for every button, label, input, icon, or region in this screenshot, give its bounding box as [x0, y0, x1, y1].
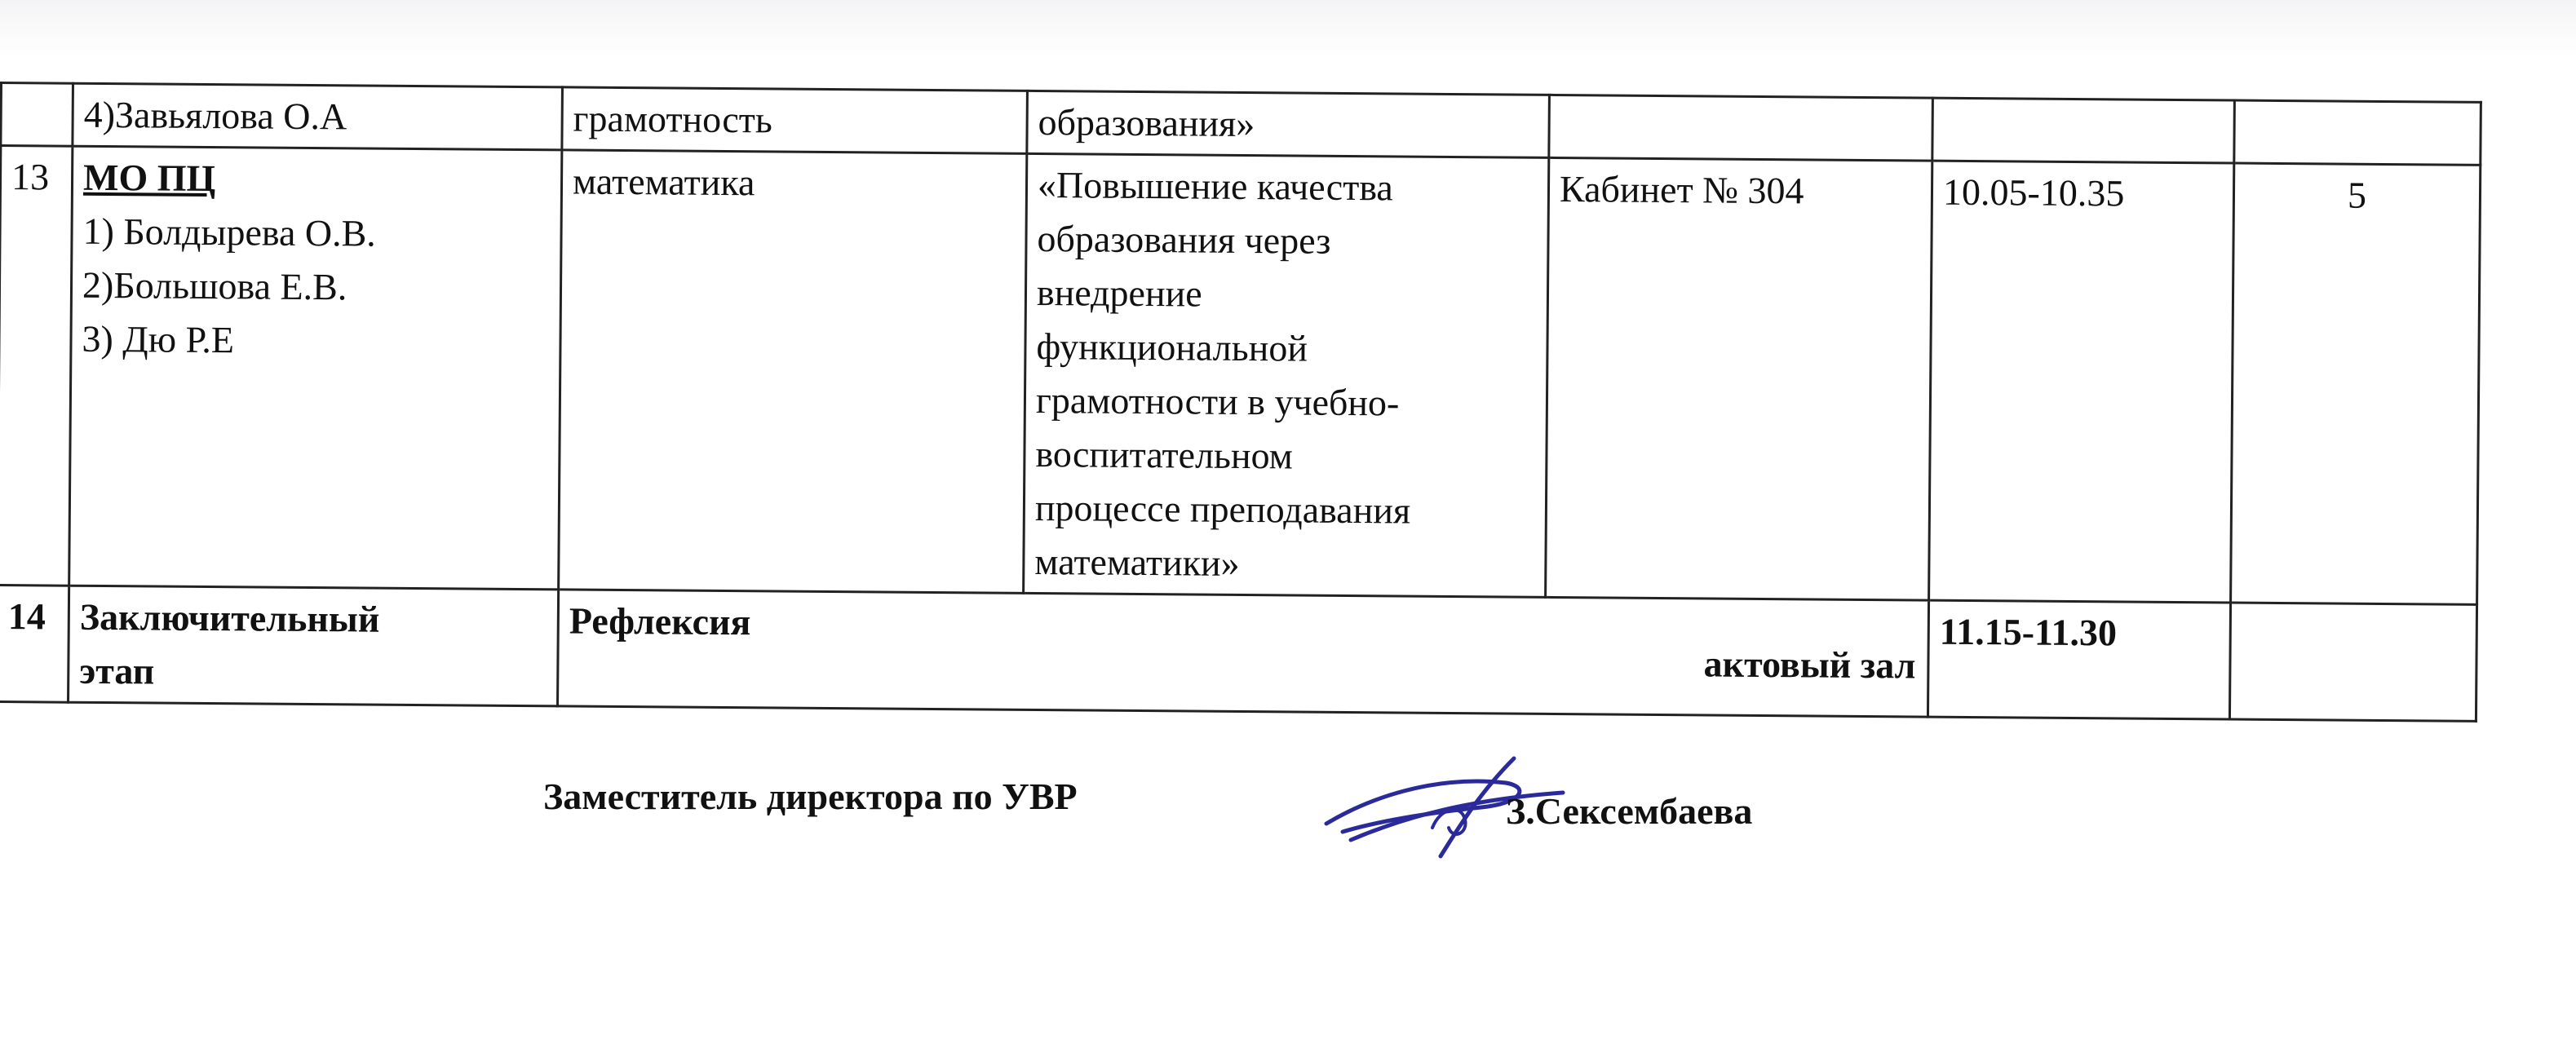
cell-count: [2234, 100, 2481, 165]
schedule-table: [0, 82, 2482, 723]
venue-label: актовый зал: [1703, 643, 1916, 687]
member-3: 3) Дю Р.Е: [82, 317, 235, 361]
table-row-13: [0, 146, 2481, 605]
cell-topic: [1024, 153, 1549, 597]
topic-line: математики»: [1034, 540, 1240, 584]
signatory-name: З.Сексембаева: [1506, 790, 1753, 832]
stage-line-2: этап: [79, 649, 155, 692]
member-1: 1) Болдырева О.В.: [82, 210, 377, 254]
member-2: 2)Большова Е.В.: [82, 263, 347, 308]
cell-activity-venue: [558, 590, 1929, 717]
cell-number: 14: [0, 585, 69, 702]
topic-line: «Повышение качества: [1037, 163, 1394, 209]
cell-count: 5: [2231, 163, 2481, 604]
topic-line: внедрение: [1036, 271, 1202, 315]
cell-count: [2229, 603, 2476, 721]
cell-number: 13: [0, 146, 73, 586]
topic-line: грамотности в учебно-: [1035, 378, 1400, 424]
cell-room: Кабинет № 304: [1546, 157, 1932, 600]
stage-line-1: Заключительный: [79, 595, 380, 640]
activity-label: Рефлексия: [569, 599, 751, 643]
cell-time: [1932, 98, 2235, 163]
cell-number: [1, 83, 73, 147]
signatory-role: Заместитель директора по УВР: [543, 776, 1078, 817]
cell-topic: образования»: [1027, 91, 1550, 157]
cell-time: 11.15-11.30: [1928, 600, 2230, 719]
cell-time: 10.05-10.35: [1929, 161, 2234, 603]
cell-stage: [69, 586, 559, 706]
cell-subject: математика: [559, 150, 1027, 593]
topic-line: воспитательном: [1035, 432, 1294, 477]
cell-room: [1549, 95, 1933, 161]
topic-line: функциональной: [1036, 325, 1308, 369]
table-row-14: [0, 585, 2477, 721]
cell-participants: [69, 146, 562, 590]
topic-line: образования через: [1037, 217, 1331, 262]
group-title: МО ПЦ: [82, 156, 216, 200]
signature-block: [543, 775, 1848, 873]
cell-subject: грамотность: [562, 87, 1028, 153]
topic-line: процессе преподавания: [1034, 486, 1411, 532]
cell-participant: 4)Завьялова О.А: [73, 83, 563, 150]
schedule-table-wrapper: [0, 82, 2480, 723]
